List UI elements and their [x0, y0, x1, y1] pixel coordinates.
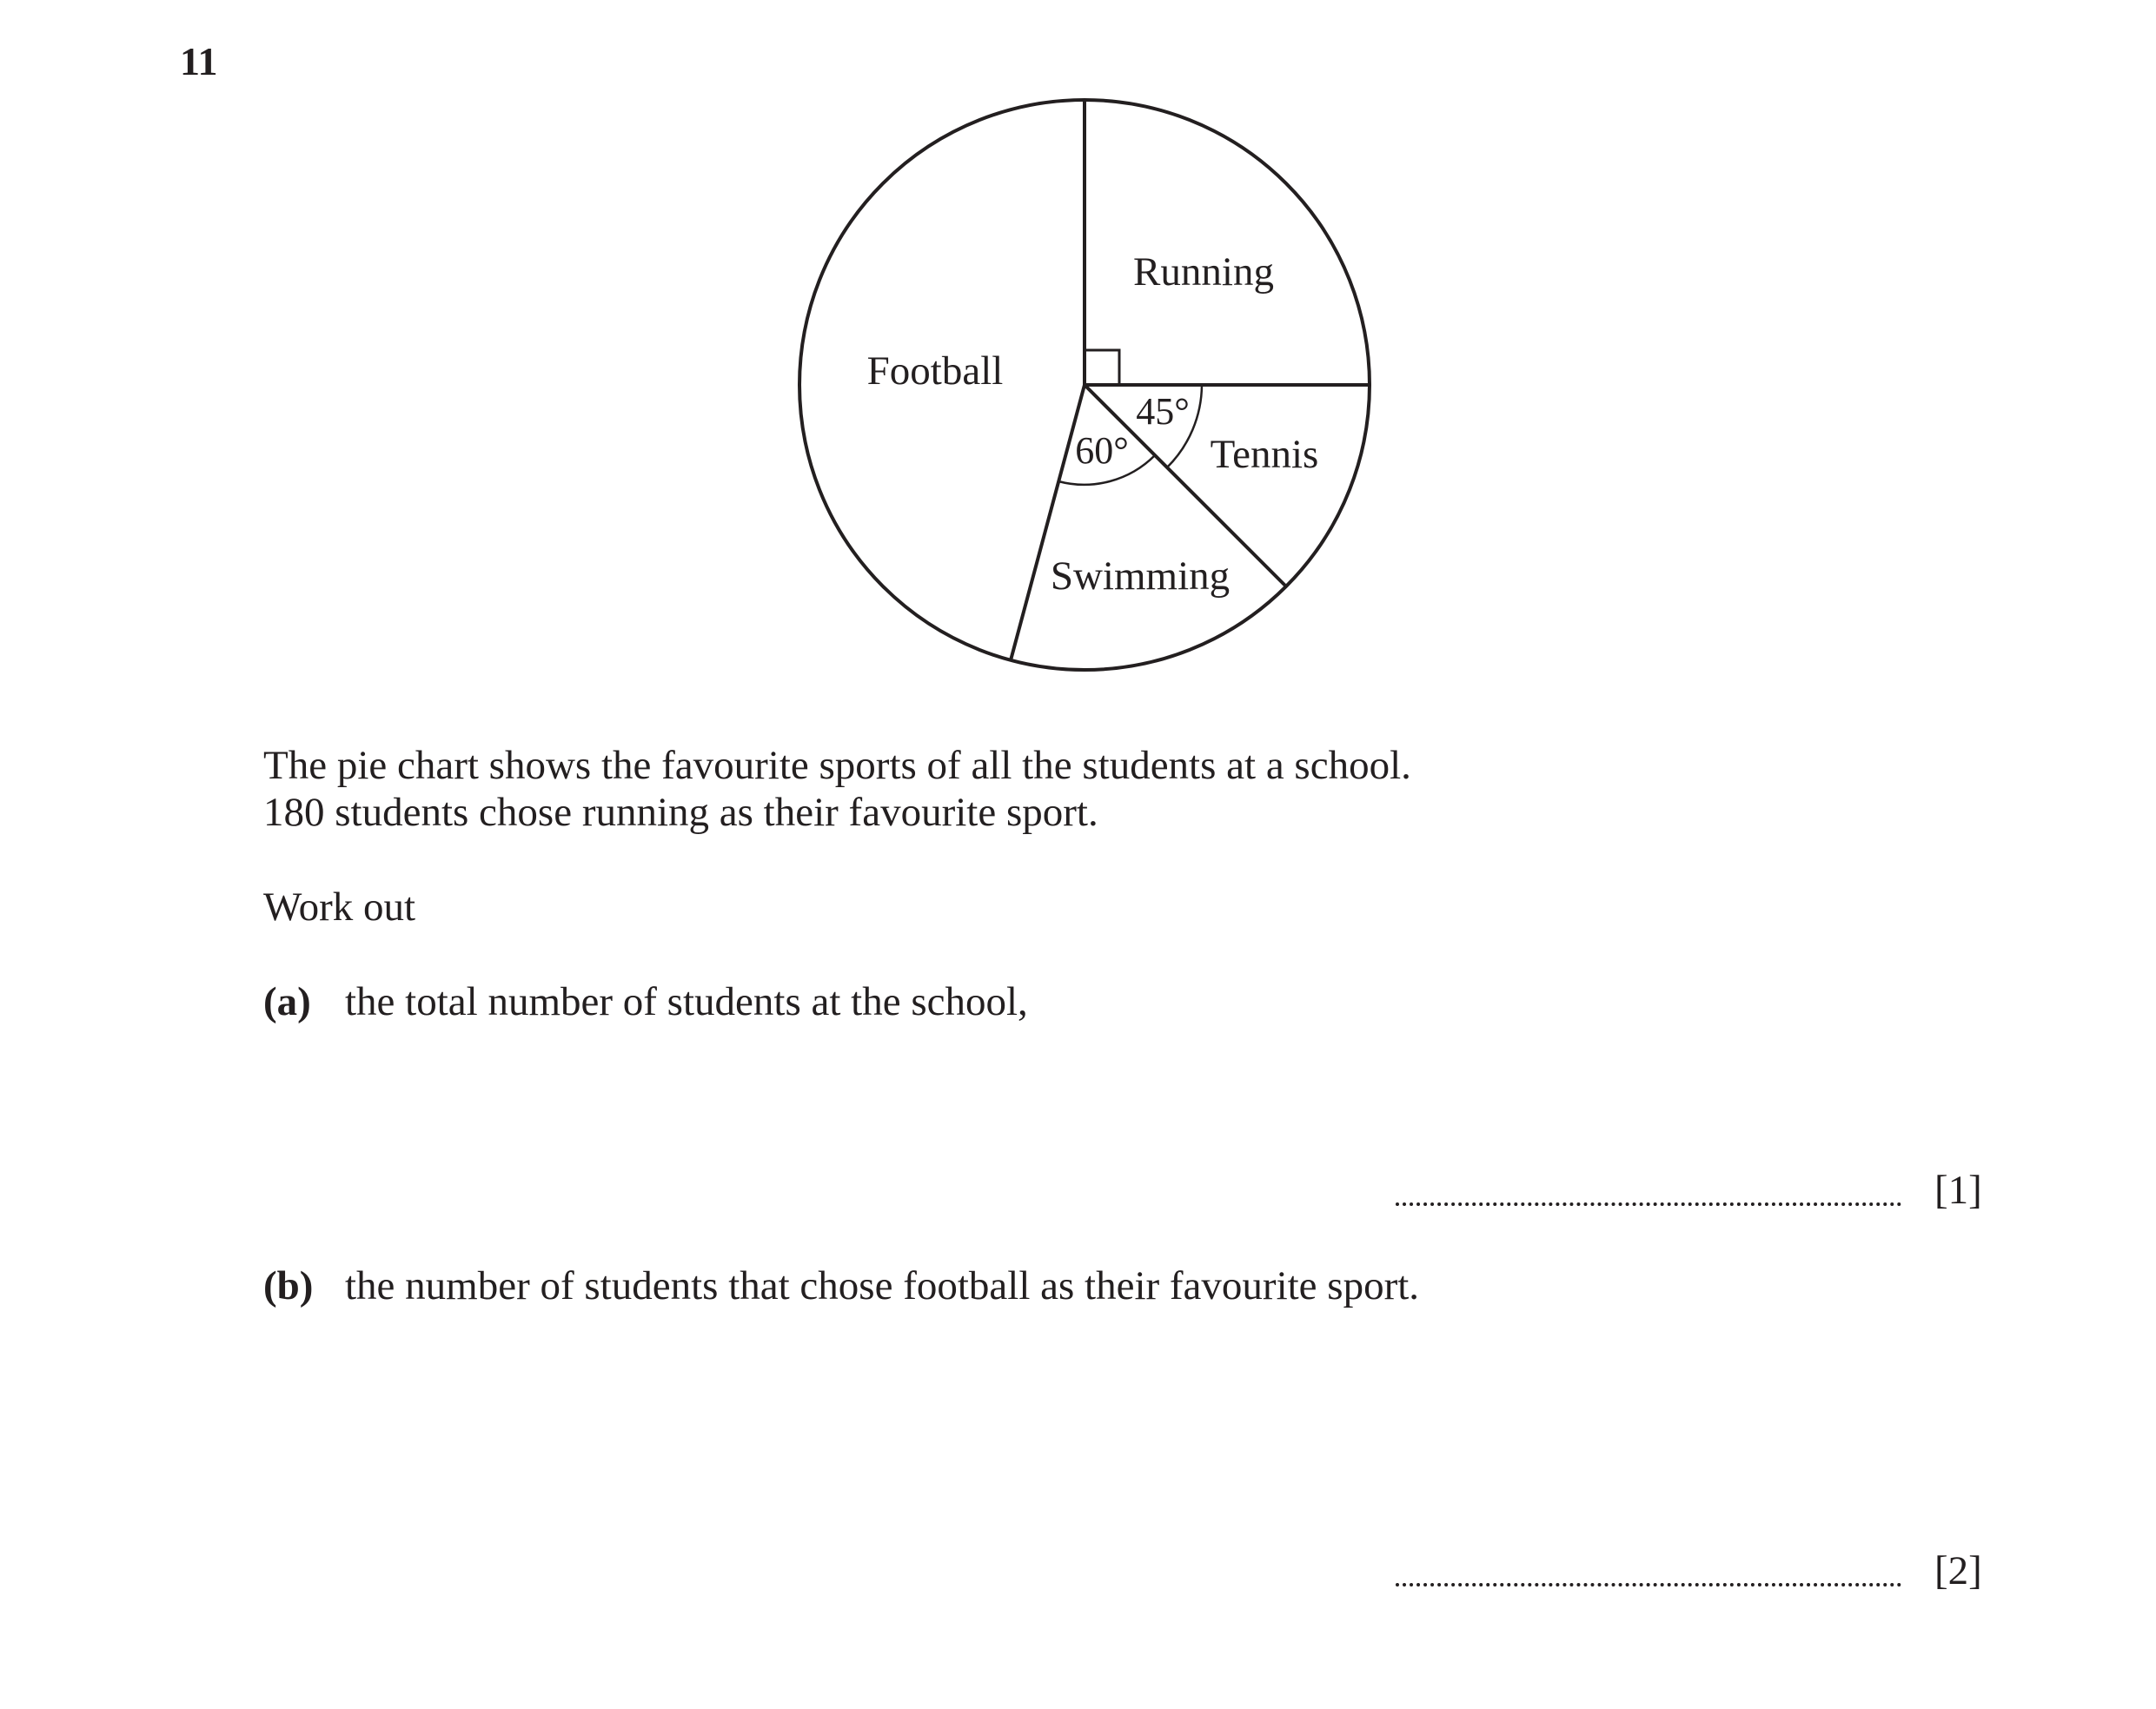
- part-b-marks: [2]: [1934, 1548, 1982, 1593]
- pie-chart: [0, 0, 2156, 712]
- part-a-marks: [1]: [1934, 1168, 1982, 1213]
- angle-label-swimming: 60°: [1075, 429, 1129, 472]
- part-b-answer-line[interactable]: [1396, 1583, 1901, 1586]
- slice-label-football: Football: [866, 348, 1004, 394]
- instruction: Work out: [263, 884, 416, 930]
- slice-label-running: Running: [1133, 249, 1274, 295]
- intro-line-1: The pie chart shows the favourite sports of all the students at a school.: [263, 743, 1411, 788]
- part-b-letter: (b): [263, 1263, 314, 1308]
- part-a-text: the total number of students at the school,: [345, 979, 1028, 1024]
- part-a-letter: (a): [263, 979, 311, 1024]
- intro-line-2: 180 students chose running as their favourite sport.: [263, 790, 1098, 835]
- part-a-answer-line[interactable]: [1396, 1202, 1901, 1206]
- slice-label-tennis: Tennis: [1210, 432, 1319, 477]
- slice-label-swimming: Swimming: [1050, 553, 1231, 599]
- question-number: 11: [180, 39, 218, 83]
- part-b-text: the number of students that chose football as their favourite sport.: [345, 1263, 1420, 1308]
- angle-label-tennis: 45°: [1136, 390, 1190, 433]
